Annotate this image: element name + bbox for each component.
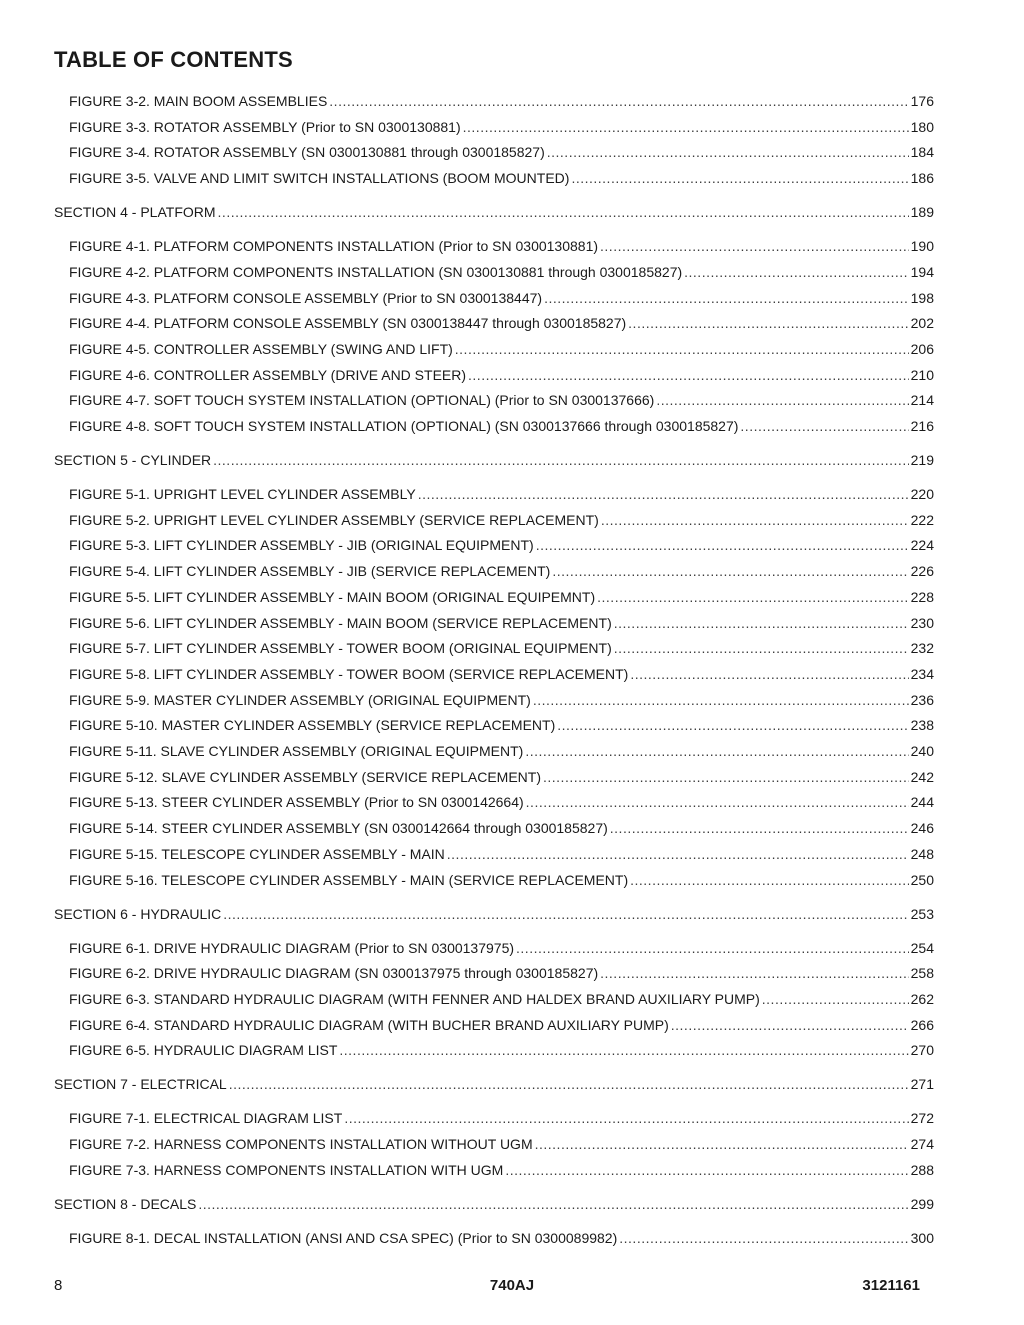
- toc-entry-text: FIGURE 7-3. HARNESS COMPONENTS INSTALLATION WITH UGM: [69, 1162, 504, 1178]
- toc-figure-entry[interactable]: [69, 1016, 934, 1034]
- toc-entry-text: FIGURE 6-2. DRIVE HYDRAULIC DIAGRAM (SN 0300137975 through 0300185827): [69, 965, 599, 981]
- toc-entry-text: FIGURE 7-1. ELECTRICAL DIAGRAM LIST: [69, 1110, 343, 1126]
- dot-leader: [543, 768, 909, 786]
- toc-figure-entry[interactable]: [69, 768, 934, 786]
- toc-entry-page-number: 238: [910, 717, 934, 733]
- toc-entry-text: FIGURE 3-5. VALVE AND LIMIT SWITCH INSTALLATIONS (BOOM MOUNTED): [69, 170, 570, 186]
- toc-entry-text: FIGURE 5-14. STEER CYLINDER ASSEMBLY (SN 0300142664 through 0300185827): [69, 820, 608, 836]
- dot-leader: [630, 871, 909, 889]
- dot-leader: [344, 1109, 908, 1127]
- toc-entry-text: FIGURE 5-6. LIFT CYLINDER ASSEMBLY - MAIN BOOM (SERVICE REPLACEMENT): [69, 615, 612, 631]
- toc-entry-page-number: 271: [910, 1076, 934, 1092]
- dot-leader: [463, 118, 909, 136]
- toc-entry-page-number: 250: [910, 872, 934, 888]
- toc-entry-text: SECTION 6 - HYDRAULIC: [54, 906, 222, 922]
- toc-entry-page-number: 253: [910, 906, 934, 922]
- toc-section-entry[interactable]: [54, 1195, 934, 1213]
- toc-figure-entry[interactable]: [69, 1161, 934, 1179]
- toc-figure-entry[interactable]: [69, 588, 934, 606]
- toc-entry-page-number: 214: [910, 392, 934, 408]
- toc-entry-page-number: 226: [910, 563, 934, 579]
- dot-leader: [600, 964, 909, 982]
- toc-entry-text: FIGURE 3-2. MAIN BOOM ASSEMBLIES: [69, 93, 328, 109]
- toc-entry-text: FIGURE 5-3. LIFT CYLINDER ASSEMBLY - JIB (ORIGINAL EQUIPMENT): [69, 537, 534, 553]
- toc-figure-entry[interactable]: [69, 665, 934, 683]
- toc-figure-entry[interactable]: [69, 1109, 934, 1127]
- toc-entry-text: FIGURE 5-5. LIFT CYLINDER ASSEMBLY - MAIN BOOM (ORIGINAL EQUIPEMNT): [69, 589, 596, 605]
- toc-entry-text: FIGURE 5-2. UPRIGHT LEVEL CYLINDER ASSEMBLY (SERVICE REPLACEMENT): [69, 512, 599, 528]
- toc-entry-page-number: 274: [910, 1136, 934, 1152]
- toc-entry-text: SECTION 4 - PLATFORM: [54, 204, 216, 220]
- toc-figure-entry[interactable]: [69, 366, 934, 384]
- dot-leader: [544, 289, 909, 307]
- toc-figure-entry[interactable]: [69, 1041, 934, 1059]
- toc-figure-entry[interactable]: [69, 263, 934, 281]
- toc-entry-page-number: 272: [910, 1110, 934, 1126]
- toc-figure-entry[interactable]: [69, 639, 934, 657]
- footer-page-number: 8: [54, 1277, 63, 1294]
- toc-entry-text: SECTION 8 - DECALS: [54, 1196, 197, 1212]
- dot-leader: [468, 366, 909, 384]
- toc-figure-entry[interactable]: [69, 819, 934, 837]
- toc-figure-entry[interactable]: [69, 237, 934, 255]
- toc-entry-page-number: 234: [910, 666, 934, 682]
- toc-entry-page-number: 189: [910, 204, 934, 220]
- toc-figure-entry[interactable]: [69, 536, 934, 554]
- toc-entry-text: FIGURE 5-8. LIFT CYLINDER ASSEMBLY - TOWER BOOM (SERVICE REPLACEMENT): [69, 666, 629, 682]
- dot-leader: [557, 716, 908, 734]
- toc-entry-text: FIGURE 4-6. CONTROLLER ASSEMBLY (DRIVE AND STEER): [69, 367, 467, 383]
- toc-figure-entry[interactable]: [69, 871, 934, 889]
- toc-entry-text: FIGURE 7-2. HARNESS COMPONENTS INSTALLATION WITHOUT UGM: [69, 1136, 533, 1152]
- dot-leader: [628, 314, 908, 332]
- toc-entry-text: FIGURE 3-3. ROTATOR ASSEMBLY (Prior to SN 0300130881): [69, 119, 461, 135]
- toc-entry-text: FIGURE 5-10. MASTER CYLINDER ASSEMBLY (SERVICE REPLACEMENT): [69, 717, 556, 733]
- dot-leader: [213, 451, 909, 469]
- toc-entry-page-number: 232: [910, 640, 934, 656]
- dot-leader: [229, 1075, 909, 1093]
- toc-entry-page-number: 288: [910, 1162, 934, 1178]
- dot-leader: [447, 845, 909, 863]
- dot-leader: [656, 391, 908, 409]
- dot-leader: [505, 1161, 908, 1179]
- toc-entry-text: FIGURE 5-7. LIFT CYLINDER ASSEMBLY - TOWER BOOM (ORIGINAL EQUIPMENT): [69, 640, 612, 656]
- dot-leader: [552, 562, 908, 580]
- toc-entry-page-number: 216: [910, 418, 934, 434]
- toc-entry-text: FIGURE 6-1. DRIVE HYDRAULIC DIAGRAM (Prior to SN 0300137975): [69, 940, 515, 956]
- dot-leader: [614, 614, 909, 632]
- toc-figure-entry[interactable]: [69, 340, 934, 358]
- toc-figure-entry[interactable]: [69, 92, 934, 110]
- toc-figure-entry[interactable]: [69, 169, 934, 187]
- dot-leader: [516, 939, 909, 957]
- toc-figure-entry[interactable]: [69, 964, 934, 982]
- dot-leader: [740, 417, 908, 435]
- toc-figure-entry[interactable]: [69, 562, 934, 580]
- toc-entry-text: FIGURE 5-15. TELESCOPE CYLINDER ASSEMBLY - MAIN: [69, 846, 445, 862]
- dot-leader: [455, 340, 909, 358]
- toc-figure-entry[interactable]: [69, 1135, 934, 1153]
- toc-entry-text: FIGURE 5-1. UPRIGHT LEVEL CYLINDER ASSEMBLY: [69, 486, 416, 502]
- dot-leader: [671, 1016, 909, 1034]
- toc-entry-page-number: 198: [910, 290, 934, 306]
- toc-entry-text: FIGURE 6-4. STANDARD HYDRAULIC DIAGRAM (WITH BUCHER BRAND AUXILIARY PUMP): [69, 1017, 669, 1033]
- toc-entry-page-number: 222: [910, 512, 934, 528]
- toc-entry-text: FIGURE 5-13. STEER CYLINDER ASSEMBLY (Prior to SN 0300142664): [69, 794, 524, 810]
- dot-leader: [601, 511, 909, 529]
- toc-entry-page-number: 254: [910, 940, 934, 956]
- toc-section-entry[interactable]: [54, 1075, 934, 1093]
- toc-entry-page-number: 244: [910, 794, 934, 810]
- toc-entry-page-number: 176: [910, 93, 934, 109]
- toc-figure-entry[interactable]: [69, 511, 934, 529]
- toc-figure-entry[interactable]: [69, 614, 934, 632]
- dot-leader: [614, 639, 909, 657]
- toc-entry-page-number: 236: [910, 692, 934, 708]
- toc-entry-text: FIGURE 4-7. SOFT TOUCH SYSTEM INSTALLATION (OPTIONAL) (Prior to SN 0300137666): [69, 392, 655, 408]
- toc-entry-page-number: 219: [910, 452, 934, 468]
- toc-entry-text: FIGURE 5-9. MASTER CYLINDER ASSEMBLY (ORIGINAL EQUIPMENT): [69, 692, 531, 708]
- toc-entry-page-number: 220: [910, 486, 934, 502]
- toc-figure-entry[interactable]: [69, 742, 934, 760]
- dot-leader: [610, 819, 909, 837]
- toc-entry-text: FIGURE 8-1. DECAL INSTALLATION (ANSI AND CSA SPEC) (Prior to SN 0300089982): [69, 1230, 618, 1246]
- toc-entry-page-number: 246: [910, 820, 934, 836]
- toc-entry-text: FIGURE 4-4. PLATFORM CONSOLE ASSEMBLY (SN 0300138447 through 0300185827): [69, 315, 627, 331]
- toc-entry-page-number: 248: [910, 846, 934, 862]
- dot-leader: [535, 1135, 909, 1153]
- toc-entry-page-number: 190: [910, 238, 934, 254]
- toc-entry-page-number: 242: [910, 769, 934, 785]
- toc-entry-page-number: 210: [910, 367, 934, 383]
- toc-figure-entry[interactable]: [69, 289, 934, 307]
- toc-entry-text: FIGURE 5-11. SLAVE CYLINDER ASSEMBLY (ORIGINAL EQUIPMENT): [69, 743, 524, 759]
- dot-leader: [533, 691, 909, 709]
- dot-leader: [418, 485, 909, 503]
- toc-entry-page-number: 262: [910, 991, 934, 1007]
- toc-entry-text: FIGURE 5-16. TELESCOPE CYLINDER ASSEMBLY - MAIN (SERVICE REPLACEMENT): [69, 872, 629, 888]
- toc-entry-text: FIGURE 4-2. PLATFORM COMPONENTS INSTALLATION (SN 0300130881 through 0300185827): [69, 264, 683, 280]
- dot-leader: [329, 92, 908, 110]
- toc-entry-text: FIGURE 3-4. ROTATOR ASSEMBLY (SN 0300130881 through 0300185827): [69, 144, 545, 160]
- toc-figure-entry[interactable]: [69, 143, 934, 161]
- toc-figure-entry[interactable]: [69, 485, 934, 503]
- toc-figure-entry[interactable]: [69, 990, 934, 1008]
- toc-entry-page-number: 230: [910, 615, 934, 631]
- toc-entry-page-number: 206: [910, 341, 934, 357]
- toc-entry-page-number: 224: [910, 537, 934, 553]
- dot-leader: [218, 203, 909, 221]
- toc-entry-page-number: 186: [910, 170, 934, 186]
- toc-entry-page-number: 266: [910, 1017, 934, 1033]
- toc-figure-entry[interactable]: [69, 716, 934, 734]
- toc-entry-text: SECTION 7 - ELECTRICAL: [54, 1076, 227, 1092]
- toc-entry-text: FIGURE 4-5. CONTROLLER ASSEMBLY (SWING AND LIFT): [69, 341, 453, 357]
- dot-leader: [597, 588, 909, 606]
- toc-entry-text: FIGURE 6-5. HYDRAULIC DIAGRAM LIST: [69, 1042, 338, 1058]
- dot-leader: [762, 990, 909, 1008]
- toc-figure-entry[interactable]: [69, 391, 934, 409]
- toc-figure-entry[interactable]: [69, 1229, 934, 1247]
- toc-entry-page-number: 194: [910, 264, 934, 280]
- toc-figure-entry[interactable]: [69, 845, 934, 863]
- toc-entry-page-number: 299: [910, 1196, 934, 1212]
- dot-leader: [571, 169, 908, 187]
- toc-entry-text: FIGURE 4-3. PLATFORM CONSOLE ASSEMBLY (Prior to SN 0300138447): [69, 290, 543, 306]
- dot-leader: [223, 905, 908, 923]
- toc-entry-text: FIGURE 5-12. SLAVE CYLINDER ASSEMBLY (SERVICE REPLACEMENT): [69, 769, 541, 785]
- toc-figure-entry[interactable]: [69, 793, 934, 811]
- toc-entry-page-number: 258: [910, 965, 934, 981]
- dot-leader: [536, 536, 909, 554]
- toc-entry-text: FIGURE 4-1. PLATFORM COMPONENTS INSTALLATION (Prior to SN 0300130881): [69, 238, 599, 254]
- toc-figure-entry[interactable]: [69, 314, 934, 332]
- toc-entry-text: FIGURE 5-4. LIFT CYLINDER ASSEMBLY - JIB (SERVICE REPLACEMENT): [69, 563, 551, 579]
- dot-leader: [684, 263, 909, 281]
- toc-figure-entry[interactable]: [69, 691, 934, 709]
- page-title: TABLE OF CONTENTS: [54, 47, 293, 72]
- toc-section-entry[interactable]: [54, 451, 934, 469]
- toc-figure-entry[interactable]: [69, 417, 934, 435]
- dot-leader: [198, 1195, 908, 1213]
- toc-section-entry[interactable]: [54, 905, 934, 923]
- toc-entry-page-number: 180: [910, 119, 934, 135]
- dot-leader: [525, 742, 908, 760]
- toc-entry-page-number: 300: [910, 1230, 934, 1246]
- toc-entry-page-number: 240: [910, 743, 934, 759]
- toc-entry-page-number: 202: [910, 315, 934, 331]
- dot-leader: [600, 237, 909, 255]
- toc-entry-text: FIGURE 6-3. STANDARD HYDRAULIC DIAGRAM (WITH FENNER AND HALDEX BRAND AUXILIARY PUMP): [69, 991, 760, 1007]
- toc-entry-page-number: 184: [910, 144, 934, 160]
- toc-figure-entry[interactable]: [69, 939, 934, 957]
- toc-entry-text: FIGURE 4-8. SOFT TOUCH SYSTEM INSTALLATION (OPTIONAL) (SN 0300137666 through 0300185827): [69, 418, 739, 434]
- toc-section-entry[interactable]: [54, 203, 934, 221]
- toc-figure-entry[interactable]: [69, 118, 934, 136]
- toc-entry-page-number: 270: [910, 1042, 934, 1058]
- dot-leader: [526, 793, 909, 811]
- toc-entry-text: SECTION 5 - CYLINDER: [54, 452, 212, 468]
- dot-leader: [630, 665, 908, 683]
- dot-leader: [619, 1229, 908, 1247]
- footer-model: 740AJ: [489, 1277, 535, 1294]
- dot-leader: [339, 1041, 908, 1059]
- footer-doc-number: 3121161: [862, 1277, 920, 1294]
- dot-leader: [547, 143, 909, 161]
- toc-entry-page-number: 228: [910, 589, 934, 605]
